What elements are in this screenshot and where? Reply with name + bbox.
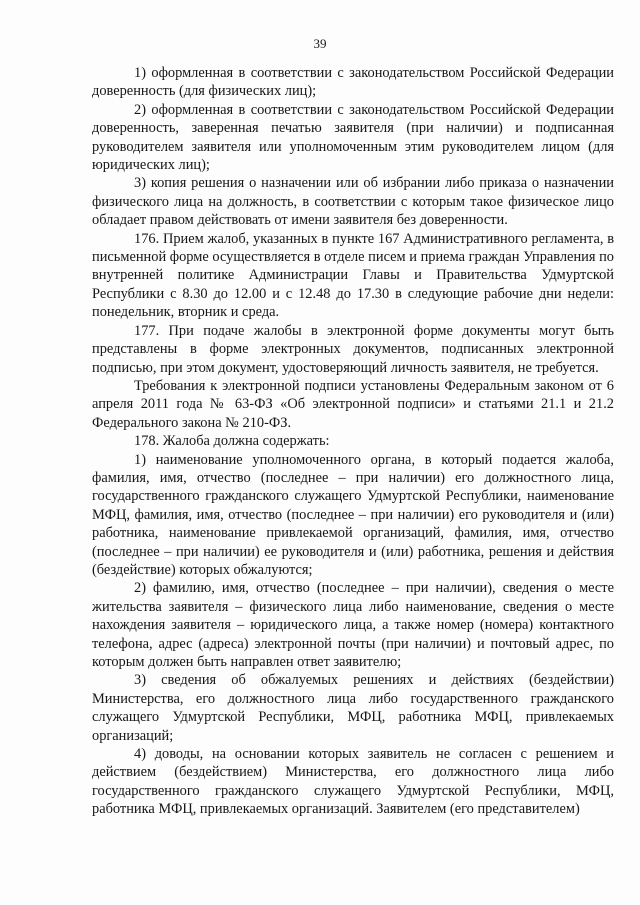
paragraph-178-item-2: 2) фамилию, имя, отчество (последнее – при наличии), сведения о месте жительства заявителя – физического лица либо наименование, сведения о месте нахождения заявителя – юридического лица, а также номер (номера) контактного телефона, адрес (адреса) электронной почты (при наличии) и почтовый адрес, по которым должен быть направлен ответ заявителю; xyxy=(92,580,614,670)
document-body xyxy=(92,64,614,819)
paragraph-item-1-power-of-attorney-individual: 1) оформленная в соответствии с законодательством Российской Федерации доверенность (для физических лиц); xyxy=(92,65,614,100)
paragraph-178-item-4: 4) доводы, на основании которых заявитель не согласен с решением и действием (бездействием) Министерства, его должностного лица либо государственного гражданского служащего Удмуртской Республики, МФЦ, работника МФЦ, привлекаемых организаций. Заявителем (его представителем) xyxy=(92,746,614,818)
paragraph-177-electronic-complaint: 177. При подаче жалобы в электронной форме документы могут быть представлены в форме электронных документов, подписанных электронной подписью, при этом документ, удостоверяющий личность заявителя, не требуется. xyxy=(92,322,614,376)
page-number: 39 xyxy=(313,36,327,51)
paragraph-178-item-3: 3) сведения об обжалуемых решениях и действиях (бездействии) Министерства, его должностного лица либо государственного гражданского служащего Удмуртской Республики, МФЦ, работника МФЦ, привлекаемых организаций; xyxy=(92,672,614,744)
paragraph-item-3-appointment-decision: 3) копия решения о назначении или об избрании либо приказа о назначении физического лица на должность, в соответствии с которым такое физическое лицо обладает правом действовать от имени заявителя без доверенности. xyxy=(92,175,614,229)
paragraph-176-reception-of-complaints: 176. Прием жалоб, указанных в пункте 167 Административного регламента, в письменной форме осуществляется в отделе писем и приема граждан Управления по внутренней политике Администрации Главы и Правительства Удмуртской Республики с 8.30 до 12.00 и с 12.48 до 17.30 в следующие рабочие дни недели: понедельник, вторник и среда. xyxy=(92,230,614,321)
paragraph-178-item-1: 1) наименование уполномоченного органа, в который подается жалоба, фамилия, имя, отчество (последнее – при наличии) его должностного лица, государственного гражданского служащего Удмуртской Республики, наименование МФЦ, фамилия, имя, отчество (последнее – при наличии) его руководителя и (или) работника, наименование привлекаемой организаций, фамилия, имя, отчество (последнее – при наличии) ее руководителя и (или) работника, решения и действия (бездействие) которых обжалуются; xyxy=(92,451,614,578)
paragraph-178-complaint-contents: 178. Жалоба должна содержать: xyxy=(134,433,330,450)
paragraph-item-2-power-of-attorney-legal-entity: 2) оформленная в соответствии с законодательством Российской Федерации доверенность, заверенная печатью заявителя (при наличии) и подписанная руководителем заявителя или уполномоченным этим руководителем лицом (для юридических лиц); xyxy=(92,101,614,174)
paragraph-electronic-signature-requirements: Требования к электронной подписи установлены Федеральным законом от 6 апреля 2011 года № 63-ФЗ «Об электронной подписи» и статьями 21.1 и 21.2 Федерального закона № 210-ФЗ. xyxy=(92,377,614,431)
